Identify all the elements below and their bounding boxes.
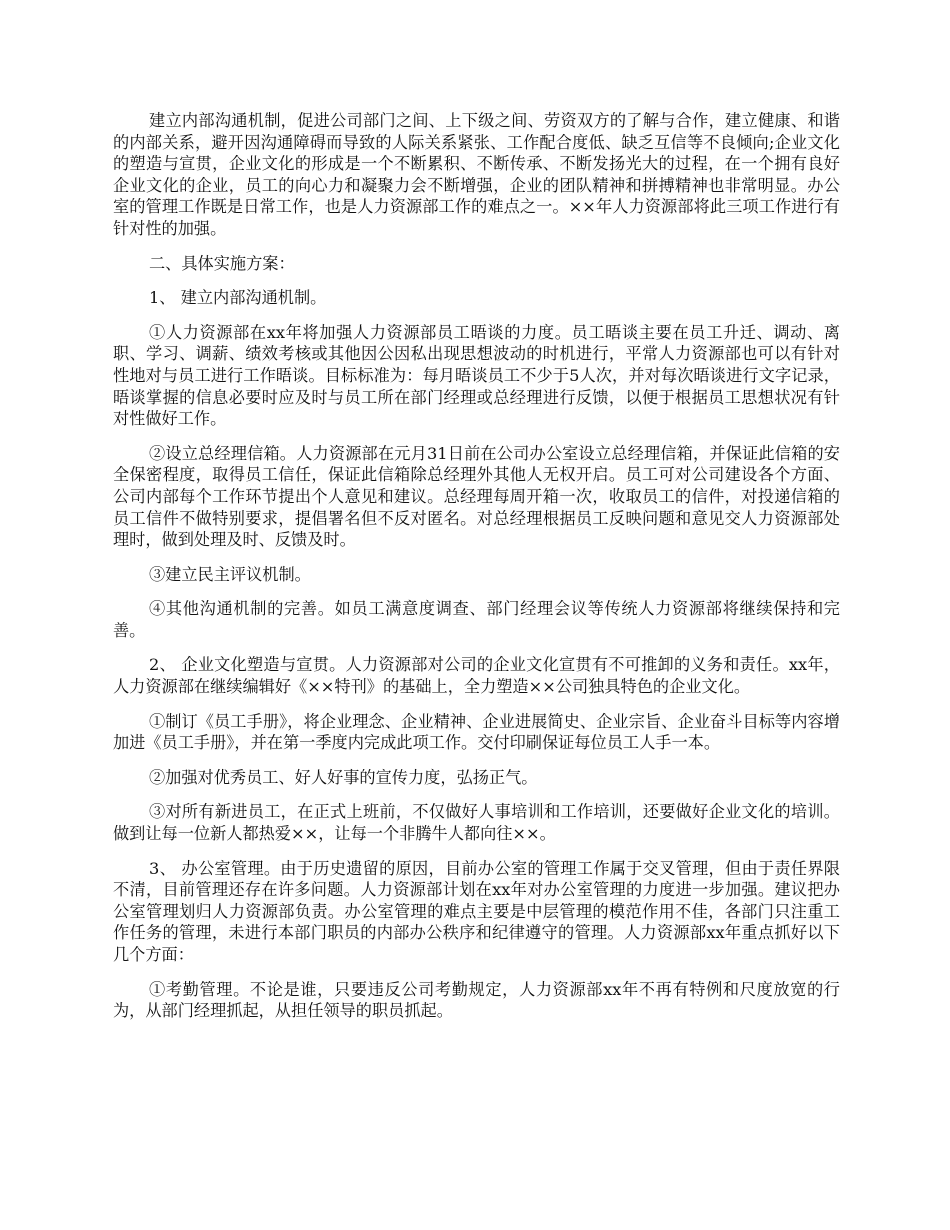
paragraph-democratic-review: ③建立民主评议机制。: [149, 564, 311, 584]
paragraph-promotion: ②加强对优秀员工、好人好事的宣传力度，弘扬正气。: [149, 767, 538, 787]
heading-implementation-plan: 二、具体实施方案：: [149, 253, 295, 273]
paragraph-manager-mailbox: ②设立总经理信箱。人力资源部在元月31日前在公司办公室设立总经理信箱，并保证此信箱的安全保密程度，取得员工信任，保证此信箱除总经理外其他人无权开启。员工可对公司建设各个方面、公司内部每个工作环节提出个人意见和建议。总经理每周开箱一次，收取员工的信件，对投递信箱的员工信件不做特别要求，提倡署名但不反对匿名。对总经理根据员工反映问题和意见交人力资源部处理时，做到处理及时、反馈及时。: [113, 443, 840, 550]
heading-office-management: 3、 办公室管理。由于历史遗留的原因，目前办公室的管理工作属于交叉管理，但由于责任界限不清，目前管理还存在许多问题。人力资源部计划在xx年对办公室管理的力度进一步加强。建议把办公室管理划归人力资源部负责。办公室管理的难点主要是中层管理的模范作用不佳，各部门只注重工作任务的管理，未进行本部门职员的内部办公秩序和纪律遵守的管理。人力资源部xx年重点抓好以下几个方面：: [113, 858, 840, 964]
paragraph-employee-interviews: ①人力资源部在xx年将加强人力资源部员工晤谈的力度。员工晤谈主要在员工升迁、调动、离职、学习、调薪、绩效考核或其他因公因私出现思想波动的时机进行，平常人力资源部也可以有针对性地对与员工进行工作晤谈。目标标准为：每月晤谈员工不少于5人次，并对每次晤谈进行文字记录，晤谈掌握的信息必要时应及时与员工所在部门经理或总经理进行反馈，以便于根据员工思想状况有针对性做好工作。: [113, 322, 840, 429]
paragraph-other-mechanisms: ④其他沟通机制的完善。如员工满意度调查、部门经理会议等传统人力资源部将继续保持和完善。: [113, 599, 840, 640]
paragraph-employee-handbook: ①制订《员工手册》，将企业理念、企业精神、企业进展简史、企业宗旨、企业奋斗目标等内容增加进《员工手册》，并在第一季度内完成此项工作。交付印刷保证每位员工人手一本。: [113, 711, 840, 753]
heading-communication-mechanism: 1、 建立内部沟通机制。: [149, 288, 327, 308]
document-page: [113, 110, 840, 1035]
paragraph-culture-training: ③对所有新进员工，在正式上班前，不仅做好人事培训和工作培训，还要做好企业文化的培训。做到让每一位新人都热爱××，让每一个非腾牛人都向往××。: [113, 802, 840, 844]
paragraph-intro: 建立内部沟通机制，促进公司部门之间、上下级之间、劳资双方的了解与合作，建立健康、和谐的内部关系，避开因沟通障碍而导致的人际关系紧张、工作配合度低、缺乏互信等不良倾向;企业文化的塑造与宣贯，企业文化的形成是一个不断累积、不断传承、不断发扬光大的过程，在一个拥有良好企业文化的企业，员工的向心力和凝聚力会不断增强，企业的团队精神和拼搏精神也非常明显。办公室的管理工作既是日常工作，也是人力资源部工作的难点之一。××年人力资源部将此三项工作进行有针对性的加强。: [113, 111, 840, 238]
heading-corporate-culture: 2、 企业文化塑造与宣贯。人力资源部对公司的企业文化宣贯有不可推卸的义务和责任。xx年，人力资源部在继续编辑好《××特刊》的基础上，全力塑造××公司独具特色的企业文化。: [113, 655, 840, 697]
paragraph-attendance: ①考勤管理。不论是谁，只要违反公司考勤规定，人力资源部xx年不再有特例和尺度放宽的行为，从部门经理抓起，从担任领导的职员抓起。: [113, 979, 840, 1021]
